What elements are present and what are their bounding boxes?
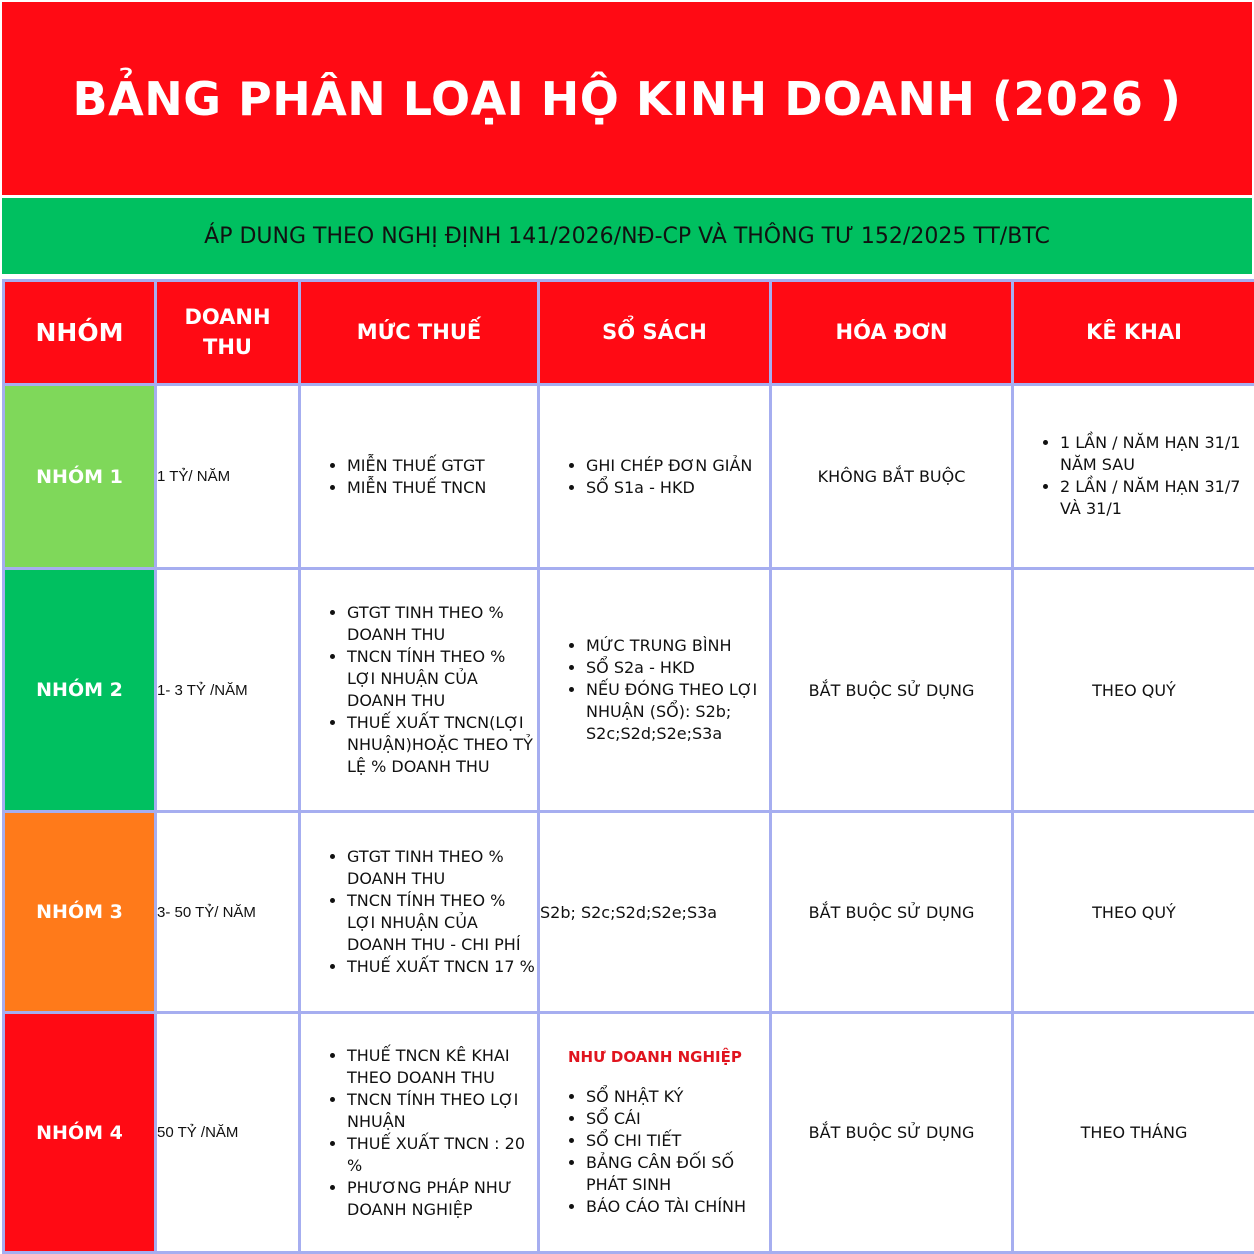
tax-cell [300,1013,539,1253]
list-item: • SỔ CÁI [586,1108,769,1130]
list-item: • 1 LẦN / NĂM HẠN 31/1 NĂM SAU [1060,432,1254,476]
list-item: • THUẾ XUẤT TNCN 17 % [347,956,537,978]
invoice-cell: KHÔNG BẮT BUỘC [771,385,1013,569]
list-item: • GTGT TINH THEO % DOANH THU [347,602,537,646]
revenue-cell: 1- 3 TỶ /NĂM [156,569,300,812]
tax-cell [300,569,539,812]
table-row [4,1013,1254,1253]
list-item: • MIỄN THUẾ GTGT [347,455,537,477]
list-item: • MIỄN THUẾ TNCN [347,477,537,499]
group-cell: NHÓM 4 [4,1013,156,1253]
group-cell: NHÓM 1 [4,385,156,569]
list-item: • GHI CHÉP ĐƠN GIẢN [586,455,769,477]
tax-list [301,455,537,499]
books-cell: S2b; S2c;S2d;S2e;S3a [539,812,771,1013]
revenue-cell: 1 TỶ/ NĂM [156,385,300,569]
list-item: • SỔ NHẬT KÝ [586,1086,769,1108]
declaration-cell: THEO QUÝ [1013,812,1254,1013]
page-title: BẢNG PHÂN LOẠI HỘ KINH DOANH (2026 ) [2,2,1252,195]
list-item: • THUẾ XUẤT TNCN : 20 % [347,1133,537,1177]
classification-table [2,279,1254,1254]
revenue-cell: 3- 50 TỶ/ NĂM [156,812,300,1013]
books-list [540,635,769,745]
header-tax: MỨC THUẾ [300,281,539,385]
declaration-cell [1013,385,1254,569]
declaration-cell: THEO QUÝ [1013,569,1254,812]
list-item: • THUẾ TNCN KÊ KHAI THEO DOANH THU [347,1045,537,1089]
tax-cell [300,812,539,1013]
list-item: • 2 LẦN / NĂM HẠN 31/7 VÀ 31/1 [1060,476,1254,520]
list-item: • TNCN TÍNH THEO % LỢI NHUẬN CỦA DOANH THU [347,646,537,712]
table-row [4,569,1254,812]
list-item: • SỔ S1a - HKD [586,477,769,499]
group-cell: NHÓM 3 [4,812,156,1013]
declaration-list [1014,432,1254,520]
list-item: • NẾU ĐÓNG THEO LỢI NHUẬN (SỔ): S2b; S2c;S2d;S2e;S3a [586,679,769,745]
invoice-cell: BẮT BUỘC SỬ DỤNG [771,812,1013,1013]
books-cell [539,569,771,812]
books-cell [539,385,771,569]
header-row [4,281,1254,385]
tax-list [301,1045,537,1221]
list-item: • MỨC TRUNG BÌNH [586,635,769,657]
header-declaration: KÊ KHAI [1013,281,1254,385]
books-list [540,1086,769,1218]
books-heading: NHƯ DOANH NGHIỆP [568,1047,742,1066]
list-item: • TNCN TÍNH THEO LỢI NHUẬN [347,1089,537,1133]
list-item: • PHƯƠNG PHÁP NHƯ DOANH NGHIỆP [347,1177,537,1221]
list-item: • GTGT TINH THEO % DOANH THU [347,846,537,890]
header-group: NHÓM [4,281,156,385]
tax-cell [300,385,539,569]
header-revenue: DOANH THU [156,281,300,385]
page-subtitle: ÁP DUNG THEO NGHỊ ĐỊNH 141/2026/NĐ-CP VÀ THÔNG TƯ 152/2025 TT/BTC [2,198,1252,274]
header-invoice: HÓA ĐƠN [771,281,1013,385]
invoice-cell: BẮT BUỘC SỬ DỤNG [771,569,1013,812]
list-item: • THUẾ XUẤT TNCN(LỢI NHUẬN)HOẶC THEO TỶ LỆ % DOANH THU [347,712,537,778]
tax-list [301,602,537,778]
list-item: • TNCN TÍNH THEO % LỢI NHUẬN CỦA DOANH THU - CHI PHÍ [347,890,537,956]
list-item: • BẢNG CÂN ĐỐI SỐ PHÁT SINH [586,1152,769,1196]
group-cell: NHÓM 2 [4,569,156,812]
list-item: • SỔ CHI TIẾT [586,1130,769,1152]
books-list [540,455,769,499]
table-row [4,812,1254,1013]
declaration-cell: THEO THÁNG [1013,1013,1254,1253]
table-row [4,385,1254,569]
list-item: • SỔ S2a - HKD [586,657,769,679]
tax-list [301,846,537,978]
books-cell [539,1013,771,1253]
list-item: • BÁO CÁO TÀI CHÍNH [586,1196,769,1218]
header-books: SỔ SÁCH [539,281,771,385]
invoice-cell: BẮT BUỘC SỬ DỤNG [771,1013,1013,1253]
revenue-cell: 50 TỶ /NĂM [156,1013,300,1253]
